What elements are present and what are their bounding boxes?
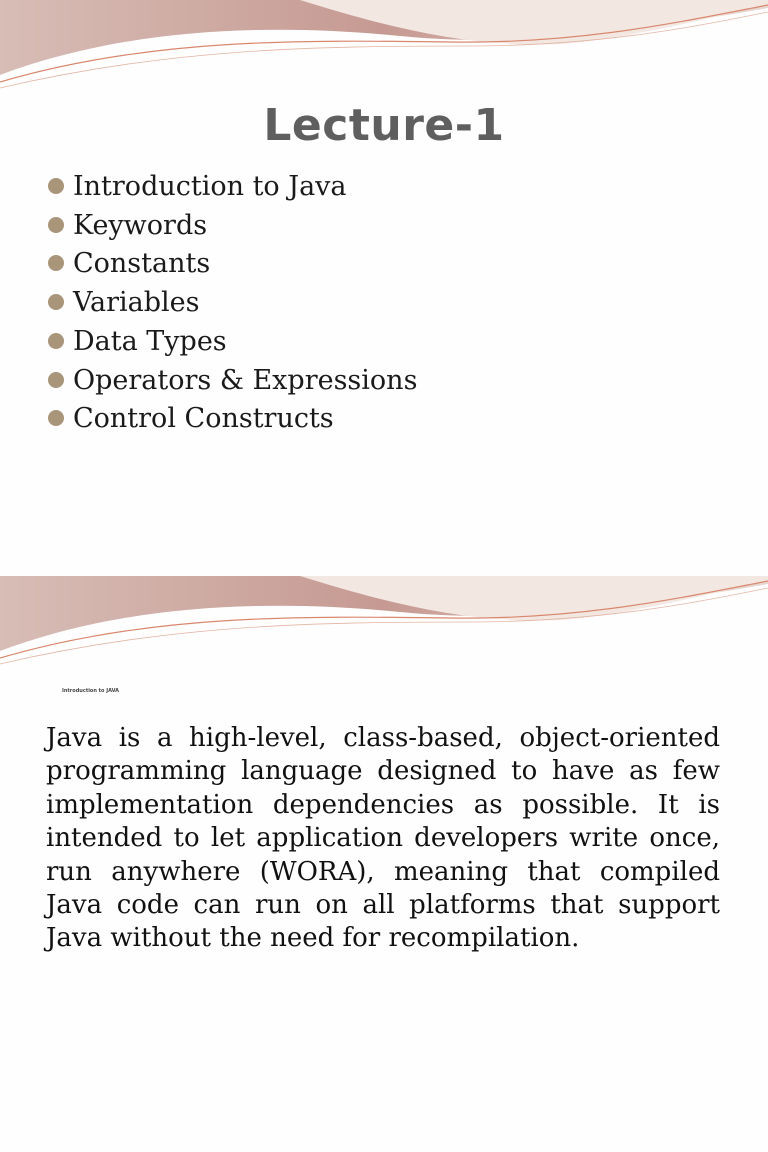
bullet-dot-icon	[48, 294, 64, 310]
list-item	[46, 323, 417, 362]
bullet-dot-icon	[48, 410, 64, 426]
bullet-dot-icon	[48, 333, 64, 349]
list-item	[46, 207, 417, 246]
list-item	[46, 284, 417, 323]
list-item-label: Control Constructs	[73, 403, 334, 435]
slide-title: Introduction to JAVA	[62, 688, 120, 694]
list-item-label: Keywords	[73, 209, 208, 241]
list-item-label: Introduction to Java	[73, 171, 347, 202]
bullet-dot-icon	[48, 217, 64, 233]
header-wave-decoration	[0, 0, 768, 110]
list-item-label: Constants	[73, 248, 211, 280]
list-item	[46, 168, 417, 207]
slide-title: Lecture-1	[263, 100, 505, 151]
bullet-dot-icon	[48, 372, 64, 388]
list-item	[46, 400, 417, 439]
header-wave-decoration	[0, 576, 768, 686]
topic-list	[46, 168, 417, 439]
body-paragraph: Java is a high-level, class-based, object-oriented programming language designed to have as few implementation dependencies as possible. It is intended to let application developers write once, run anywhere (WORA), meaning that compiled Java code can run on all platforms that support Java without the need for recompilation.	[46, 723, 720, 954]
list-item-label: Variables	[73, 287, 200, 319]
bullet-dot-icon	[48, 255, 64, 271]
list-item-label: Data Types	[73, 325, 227, 357]
list-item	[46, 245, 417, 284]
list-item-label: Operators & Expressions	[73, 364, 418, 396]
list-item	[46, 362, 417, 401]
bullet-dot-icon	[48, 178, 64, 194]
